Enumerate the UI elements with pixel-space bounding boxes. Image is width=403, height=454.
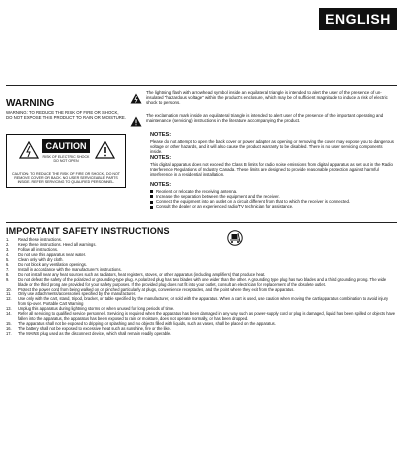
- item-number: 14.: [6, 311, 12, 317]
- lightning-triangle-icon: [130, 91, 142, 109]
- item-number: 10.: [6, 286, 12, 292]
- item-text: Do not block any ventilation openings.: [18, 261, 87, 267]
- list-item: Connect the equipment into an outlet on a circuit different from that to which the receiver is connected.: [150, 199, 395, 204]
- item-text: Use only with the cart, stand, tripod, bracket, or table specified by the manufacturer, or sold with the apparatus. When a cart is used, use caution when moving the cart/apparatus combination to avoid injury from tip-over. Portable Cart Warning: [18, 296, 389, 307]
- caution-footer-text: CAUTION: TO REDUCE THE RISK OF FIRE OR SHOCK, DO NOT REMOVE COVER OR BACK. NO USER SERVICEABLE PARTS INSIDE. REFER SERVICING TO QUALIFIED PERSONNEL.: [11, 172, 121, 185]
- exclamation-triangle-icon: [130, 114, 142, 132]
- item-text: Keep these instructions. Heed all warnings.: [18, 241, 97, 247]
- item-number: 12.: [6, 296, 12, 302]
- language-tab: ENGLISH: [319, 8, 397, 30]
- item-text: The battery shall not be exposed to excessive heat such as sunshine, fire or the like.: [18, 326, 171, 332]
- item-number: 9.: [6, 276, 10, 282]
- safety-instructions-title: IMPORTANT SAFETY INSTRUCTIONS: [6, 226, 170, 236]
- item-number: 4.: [6, 251, 10, 257]
- item-number: 15.: [6, 321, 12, 327]
- item-text: Install in accordance with the manufacturer's instructions.: [18, 266, 122, 272]
- caution-label-box: [6, 134, 126, 188]
- notes-block-2: [150, 155, 395, 177]
- exclamation-symbol-text: The exclamation mark inside an equilateral triangle is intended to alert user of the presence of the important operating and maintenance (servicing) instructions in the literature accompanying the product.: [146, 113, 384, 124]
- notes-block-3: [150, 182, 395, 209]
- item-text: Refer all servicing to qualified service personnel. Servicing is required when the apparatus has been damaged in any way such as power-supply cord or plug is damaged, liquid has been spilled or objects have fallen into the apparatus, the apparatus has been exposed to rain or moisture, does not operate normally, or has been dropped.: [18, 311, 396, 322]
- item-number: 1.: [6, 237, 10, 242]
- caution-title: CAUTION: [42, 139, 90, 153]
- interference-remedies-list: [150, 189, 395, 209]
- warning-title: WARNING: [6, 98, 55, 109]
- item-text: Only use attachments/accessories specified by the manufacturer.: [18, 291, 137, 297]
- caution-subtitle: RISK OF ELECTRIC SHOCK DO NOT OPEN: [42, 155, 90, 164]
- exclamation-warning-icon: [95, 141, 115, 164]
- item-number: 2.: [6, 241, 10, 247]
- item-text: Follow all instructions.: [18, 246, 59, 252]
- list-item: Consult the dealer or an experienced radio/TV technician for assistance.: [150, 204, 395, 209]
- safety-instructions-list: [6, 238, 396, 337]
- item-text: Read these instructions.: [18, 237, 62, 242]
- notes-heading: NOTES:: [150, 132, 172, 138]
- notes-text: This digital apparatus does not exceed the Class B limits for radio noise emissions from digital apparatus as set out in the Radio Interference Regulations of Industry Canada. These limits are designed to provide reasonable protection against harmful interference in a residential installation.: [150, 162, 393, 178]
- item-number: 11.: [6, 291, 12, 297]
- item-number: 5.: [6, 256, 10, 262]
- notes-text: Please do not attempt to open the back cover or power adapter as opening or removing the cover may expose you to dangerous voltage or other hazards, and it will also cause the product warranty to be disabled. There is no user servicing components inside.: [150, 139, 394, 155]
- section-divider: [6, 222, 397, 223]
- item-text: Clean only with dry cloth.: [18, 256, 64, 262]
- item-text: Do not use this apparatus near water.: [18, 251, 87, 257]
- item-text: Protect the power cord from being walked on or pinched particularly at plugs, convenience receptacles, and the point where they exit from the apparatus.: [18, 286, 295, 292]
- notes-heading: NOTES:: [150, 182, 172, 188]
- item-number: 7.: [6, 266, 10, 272]
- item-number: 16.: [6, 326, 12, 332]
- lightning-symbol-row: [130, 90, 398, 109]
- list-item: Increase the separation between the equipment and the receiver.: [150, 194, 395, 199]
- item-text: Do not defeat the safety of the polarized or grounding-type plug. A polarized plug has two blades with one wider than the other. A grounding type plug has two blades and a third grounding prong. The wide blade or the third prong are provided for your safety purposes. If the provided plug does not fit into your outlet, consult an electrician for replacement of the obsolete outlet.: [18, 276, 387, 287]
- item-text: Unplug this apparatus during lightning storms or when unused for long periods of time.: [18, 306, 175, 312]
- item-number: 13.: [6, 306, 12, 312]
- item-text: Do not install near any heat sources such as radiators, heat registers, stoves, or other apparatus (including amplifiers) that produce heat.: [18, 271, 266, 277]
- list-item: [6, 332, 396, 337]
- exclamation-symbol-row: [130, 113, 398, 132]
- notes-block-1: [150, 132, 395, 154]
- item-number: 17.: [6, 331, 12, 337]
- item-number: 6.: [6, 261, 10, 267]
- item-text: The apparatus shall not be exposed to dripping or splashing and no objects filled with liquids, such as vases, shall be placed on the apparatus.: [18, 321, 276, 327]
- notes-heading: NOTES:: [150, 155, 172, 161]
- warning-text: WARNING: TO REDUCE THE RISK OF FIRE OR SHOCK, DO NOT EXPOSE THIS PRODUCT TO RAIN OR MOISTURE.: [6, 110, 126, 121]
- item-number: 8.: [6, 271, 10, 277]
- top-divider: [6, 85, 397, 86]
- lightning-symbol-text: The lightning flash with arrowhead symbol inside an equilateral triangle is intended to alert the user of the presence of un-insulated "hazardous voltage" within the product's enclosure, which may be of sufficient magnitude to induce a risk of electric shock to persons.: [146, 90, 388, 106]
- item-text: The MAINS plug used as the disconnect device, which shall remain readily operable.: [18, 331, 172, 337]
- lightning-warning-icon: [19, 141, 39, 164]
- item-number: 3.: [6, 246, 10, 252]
- list-item: Reorient or relocate the receiving antenna.: [150, 189, 395, 194]
